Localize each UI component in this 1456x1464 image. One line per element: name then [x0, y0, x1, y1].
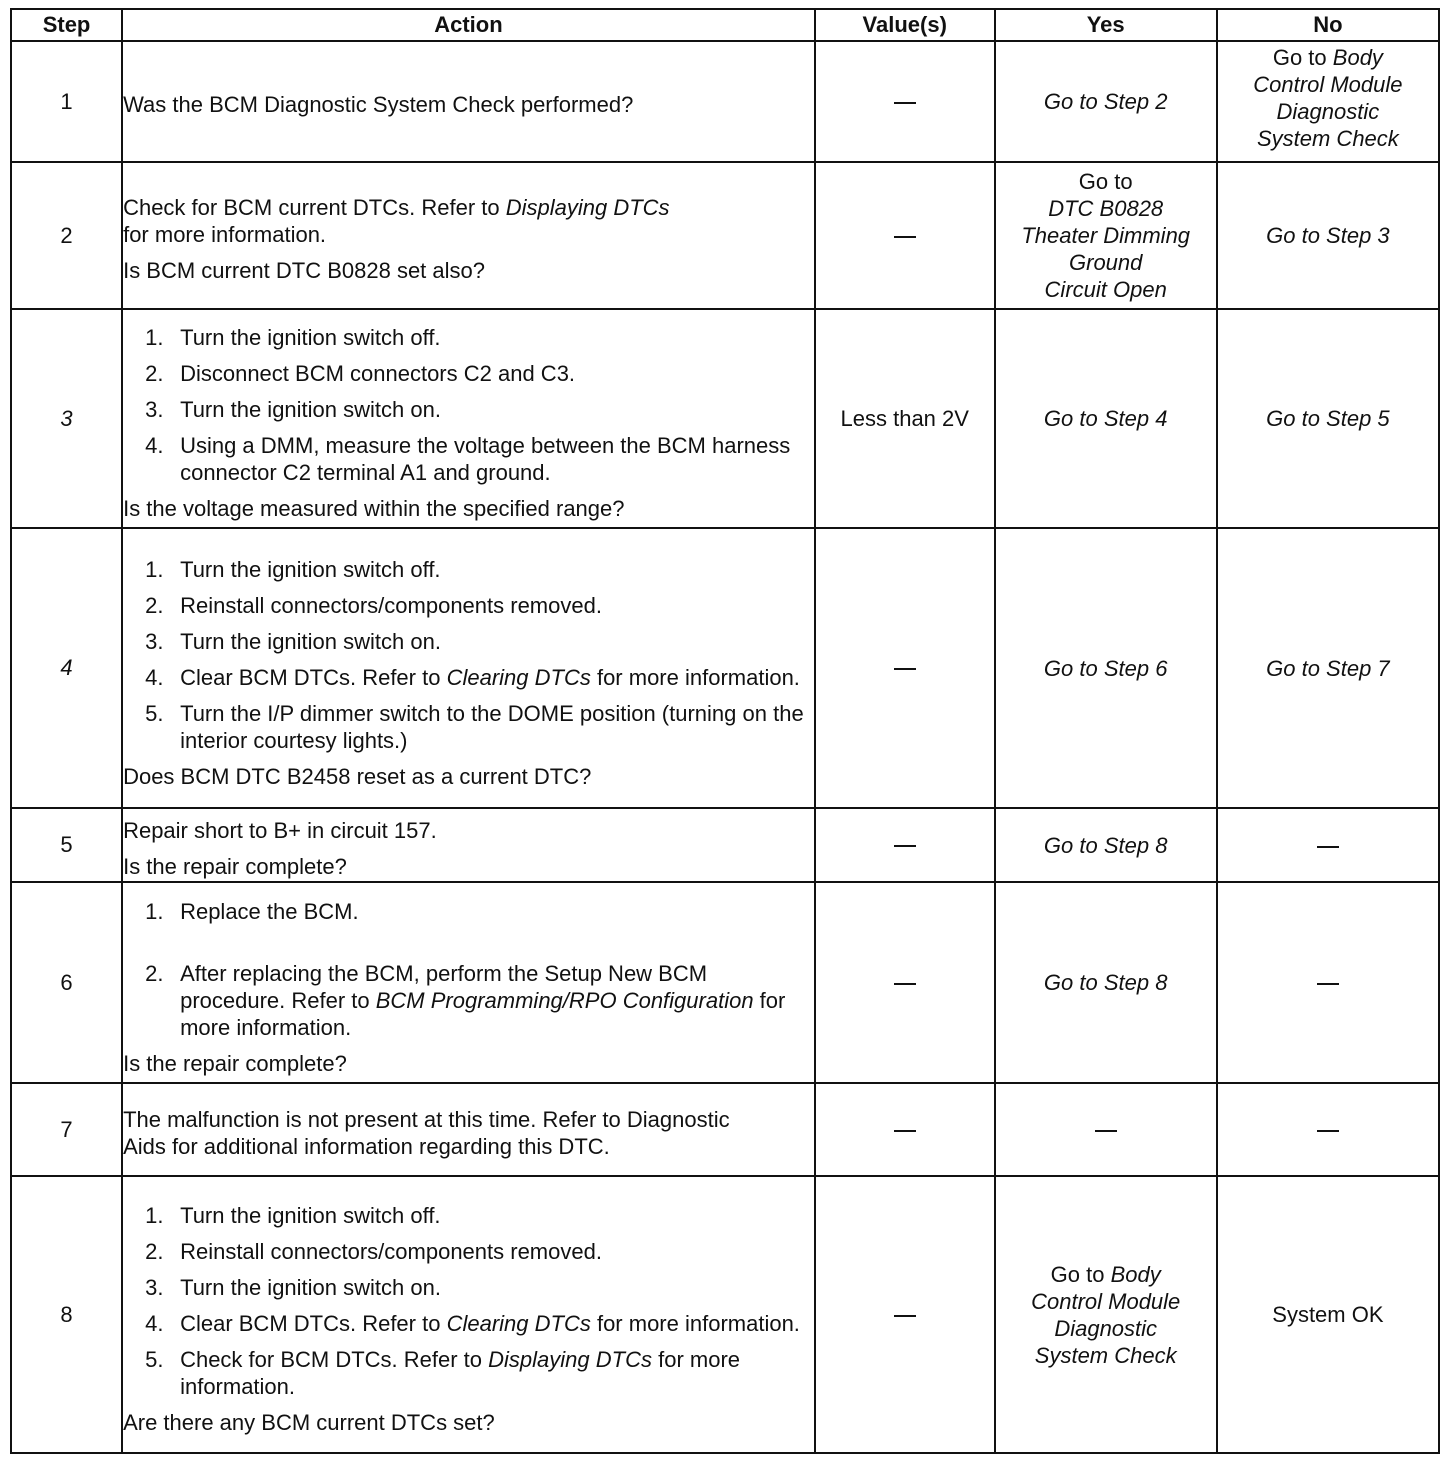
- yes-cell: [995, 528, 1217, 808]
- yes-cell: [995, 882, 1217, 1083]
- action-cell: [122, 882, 815, 1083]
- header-row: [11, 9, 1439, 41]
- list-item: 2. Disconnect BCM connectors C2 and C3.: [145, 361, 576, 386]
- list-item: 2. Reinstall connectors/components removed.: [145, 592, 602, 618]
- action-text: Repair short to B+ in circuit 157.: [123, 817, 437, 843]
- yes-cell: [995, 808, 1217, 882]
- action-cell: [122, 309, 815, 528]
- dash: [894, 845, 916, 847]
- list-item: 5. Check for BCM DTCs. Refer to Displaying DTCs for more information.: [145, 1347, 741, 1399]
- list-item: 5. Turn the I/P dimmer switch to the DOME position (turning on the interior courtesy lights.): [145, 700, 804, 753]
- no-ref: Go to Step 7: [1266, 655, 1390, 681]
- list-item: 4. Using a DMM, measure the voltage between the BCM harness connector C2 terminal A1 and ground.: [145, 433, 791, 485]
- list-item: 1. Turn the ignition switch off.: [145, 556, 441, 582]
- dash: [1317, 1130, 1339, 1132]
- table-row-step-4: [11, 528, 1439, 808]
- dash: [894, 1130, 916, 1132]
- value-cell: [815, 1083, 995, 1176]
- yes-cell: [995, 309, 1217, 528]
- action-cell: [122, 1083, 815, 1176]
- header-no: No: [1217, 9, 1439, 41]
- list-item: 1. Turn the ignition switch off.: [145, 1203, 441, 1228]
- list-item: 1. Replace the BCM.: [145, 898, 359, 924]
- value-cell: [815, 1176, 995, 1453]
- list-item: 1. Turn the ignition switch off.: [145, 325, 441, 350]
- table-row-step-8: [11, 1176, 1439, 1453]
- table-row-step-2: [11, 162, 1439, 309]
- no-ref: Go to Step 3: [1266, 223, 1390, 248]
- step-number: 8: [11, 1176, 122, 1453]
- action-cell: [122, 162, 815, 309]
- no-cell: [1217, 882, 1439, 1083]
- list-item: 4. Clear BCM DTCs. Refer to Clearing DTCs for more information.: [145, 664, 800, 690]
- yes-ref: Circuit Open: [1044, 277, 1167, 302]
- no-cell: [1217, 808, 1439, 882]
- action-ref: Clearing DTCs: [446, 1311, 591, 1336]
- step-number: 5: [11, 808, 122, 882]
- action-cell: [122, 1176, 815, 1453]
- action-ref: Displaying DTCs: [488, 1347, 652, 1372]
- instruction-list: [123, 1202, 814, 1400]
- yes-ref: Go to Step 4: [1043, 406, 1168, 431]
- action-question: Is BCM current DTC B0828 set also?: [123, 257, 485, 283]
- step-number: 2: [11, 162, 122, 309]
- no-ref: Body: [1332, 45, 1383, 70]
- action-question: Is the repair complete?: [123, 1050, 347, 1076]
- value-cell: [815, 162, 995, 309]
- value-cell: [815, 41, 995, 162]
- yes-ref: Control Module: [1031, 1288, 1181, 1314]
- table-row-step-6: [11, 882, 1439, 1083]
- no-cell: [1217, 162, 1439, 309]
- value-cell: [815, 808, 995, 882]
- action-ref: Clearing DTCs: [446, 664, 591, 690]
- dash: [894, 102, 916, 104]
- header-yes: Yes: [995, 9, 1217, 41]
- header-step: Step: [11, 9, 122, 41]
- yes-ref: System Check: [1034, 1342, 1177, 1368]
- list-item: 3. Turn the ignition switch on.: [145, 397, 441, 422]
- list-item: 4. Clear BCM DTCs. Refer to Clearing DTCs for more information.: [145, 1311, 800, 1336]
- action-text: [123, 188, 814, 221]
- no-ref: Control Module: [1253, 72, 1403, 97]
- action-cell: [122, 41, 815, 162]
- action-question: Are there any BCM current DTCs set?: [123, 1410, 495, 1435]
- table-row-step-3: [11, 309, 1439, 528]
- yes-ref: Go to Step 2: [1043, 89, 1168, 114]
- yes-ref: Go to Step 8: [1043, 970, 1168, 995]
- dash: [894, 236, 916, 238]
- no-cell: [1217, 41, 1439, 162]
- action-text-part: Check for BCM current DTCs. Refer to: [123, 194, 506, 220]
- no-ref: Go to Step 5: [1266, 406, 1390, 431]
- yes-cell: [995, 1083, 1217, 1176]
- no-cell: [1217, 1083, 1439, 1176]
- yes-cell: [995, 1176, 1217, 1453]
- dash: [894, 983, 916, 985]
- step-number: 3: [11, 309, 122, 528]
- action-text: Was the BCM Diagnostic System Check performed?: [123, 92, 634, 117]
- yes-ref: DTC B0828: [1048, 196, 1164, 221]
- no-ref: Diagnostic: [1276, 99, 1380, 124]
- list-item: 3. Turn the ignition switch on.: [145, 1275, 441, 1300]
- no-cell: System OK: [1217, 1176, 1439, 1453]
- step-number: 6: [11, 882, 122, 1083]
- value-cell: Less than 2V: [815, 309, 995, 528]
- step-number: 1: [11, 41, 122, 162]
- step-number: 7: [11, 1083, 122, 1176]
- no-cell: [1217, 309, 1439, 528]
- yes-ref: Theater Dimming: [1021, 223, 1191, 248]
- action-ref: Displaying DTCs: [505, 194, 670, 220]
- table-row-step-1: [11, 41, 1439, 162]
- yes-ref: Diagnostic: [1054, 1315, 1158, 1341]
- action-text: The malfunction is not present at this time. Refer to Diagnostic Aids for additional information regarding this DTC.: [123, 1106, 730, 1159]
- yes-prefix: Go to: [1078, 169, 1133, 194]
- action-question: Is the voltage measured within the specified range?: [123, 496, 625, 521]
- yes-cell: [995, 41, 1217, 162]
- no-prefix: Go to: [1272, 45, 1327, 70]
- yes-cell: [995, 162, 1217, 309]
- diagnostic-table: [10, 8, 1440, 1454]
- action-text-part: for more information.: [123, 221, 327, 247]
- yes-ref: Go to Step 6: [1043, 655, 1168, 681]
- dash: [1095, 1130, 1117, 1132]
- no-ref: System Check: [1256, 126, 1399, 151]
- yes-ref: Ground: [1069, 250, 1143, 275]
- value-cell: [815, 528, 995, 808]
- header-action: Action: [122, 9, 815, 41]
- action-ref: BCM Programming/RPO Configuration: [375, 987, 754, 1013]
- instruction-list: [123, 556, 814, 754]
- no-cell: [1217, 528, 1439, 808]
- action-question: Does BCM DTC B2458 reset as a current DTC?: [123, 763, 592, 789]
- value-cell: [815, 882, 995, 1083]
- dash: [1317, 983, 1339, 985]
- header-values: Value(s): [815, 9, 995, 41]
- action-cell: [122, 808, 815, 882]
- dash: [1317, 846, 1339, 848]
- instruction-list: [123, 324, 814, 486]
- step-number: 4: [11, 528, 122, 808]
- yes-ref: Body: [1110, 1261, 1161, 1287]
- instruction-list: [123, 898, 814, 1041]
- table-row-step-5: [11, 808, 1439, 882]
- yes-prefix: Go to: [1050, 1261, 1105, 1287]
- dash: [894, 668, 916, 670]
- list-item: 2. Reinstall connectors/components removed.: [145, 1239, 602, 1264]
- table-row-step-7: [11, 1083, 1439, 1176]
- list-item: 2. After replacing the BCM, perform the Setup New BCM procedure. Refer to BCM Programming/RPO Configuration for more information.: [145, 960, 786, 1040]
- list-item: 3. Turn the ignition switch on.: [145, 628, 441, 654]
- action-question: Is the repair complete?: [123, 853, 347, 879]
- action-cell: [122, 528, 815, 808]
- yes-ref: Go to Step 8: [1043, 832, 1168, 858]
- dash: [894, 1315, 916, 1317]
